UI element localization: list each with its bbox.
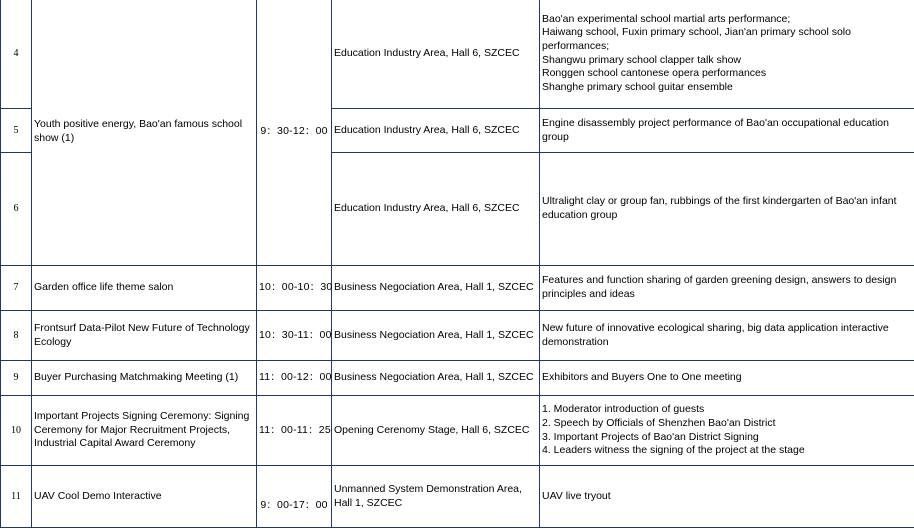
- time-cell: 10：30-11：00: [257, 311, 332, 361]
- activity-cell: Frontsurf Data-Pilot New Future of Technology Ecology: [32, 311, 257, 361]
- table-row: [1, 466, 914, 528]
- table-row: [1, 0, 914, 109]
- location-cell: Education Industry Area, Hall 6, SZCEC: [332, 0, 540, 109]
- row-number: 5: [1, 109, 32, 153]
- table-row: [1, 311, 914, 361]
- row-number: 8: [1, 311, 32, 361]
- content-cell: Engine disassembly project performance of Bao'an occupational education group: [540, 109, 914, 153]
- row-number: 4: [1, 0, 32, 109]
- table-row: [1, 361, 914, 396]
- location-cell: Business Negociation Area, Hall 1, SZCEC: [332, 311, 540, 361]
- content-cell: New future of innovative ecological sharing, big data application interactive demonstration: [540, 311, 914, 361]
- location-cell: Education Industry Area, Hall 6, SZCEC: [332, 153, 540, 266]
- activity-cell: Important Projects Signing Ceremony: Signing Ceremony for Major Recruitment Projects, Industrial Capital Award Ceremony: [32, 396, 257, 466]
- location-cell: Unmanned System Demonstration Area, Hall 1, SZCEC: [332, 466, 540, 528]
- time-cell: 9：30-12：00: [257, 0, 332, 266]
- row-number: 9: [1, 361, 32, 396]
- time-cell: 11：00-12：00: [257, 361, 332, 396]
- location-cell: Business Negociation Area, Hall 1, SZCEC: [332, 266, 540, 311]
- location-cell: Education Industry Area, Hall 6, SZCEC: [332, 109, 540, 153]
- content-cell: UAV live tryout: [540, 466, 914, 528]
- time-cell: 10：00-10：30: [257, 266, 332, 311]
- row-number: 7: [1, 266, 32, 311]
- content-cell: 1. Moderator introduction of guests 2. Speech by Officials of Shenzhen Bao'an District 3. Important Projects of Bao'an District Signing 4. Leaders witness the signing of the project at the stage: [540, 396, 914, 466]
- location-cell: Opening Cerenomy Stage, Hall 6, SZCEC: [332, 396, 540, 466]
- time-cell: 9：00-17：00: [257, 466, 332, 528]
- content-cell: Features and function sharing of garden greening design, answers to design principles and ideas: [540, 266, 914, 311]
- time-cell: 11：00-11：25: [257, 396, 332, 466]
- row-number: 6: [1, 153, 32, 266]
- activity-cell: Youth positive energy, Bao'an famous school show (1): [32, 0, 257, 266]
- table-row: [1, 396, 914, 466]
- content-cell: Ultralight clay or group fan, rubbings of the first kindergarten of Bao'an infant education group: [540, 153, 914, 266]
- activity-cell: Buyer Purchasing Matchmaking Meeting (1): [32, 361, 257, 396]
- activity-cell: UAV Cool Demo Interactive: [32, 466, 257, 528]
- row-number: 11: [1, 466, 32, 528]
- table-row: [1, 266, 914, 311]
- location-cell: Business Negociation Area, Hall 1, SZCEC: [332, 361, 540, 396]
- activity-cell: Garden office life theme salon: [32, 266, 257, 311]
- content-cell: Bao'an experimental school martial arts performance; Haiwang school, Fuxin primary school, Jian'an primary school solo performances; Shangwu primary school clapper talk show Ronggen school cantonese opera performances Shanghe primary school guitar ensemble: [540, 0, 914, 109]
- content-cell: Exhibitors and Buyers One to One meeting: [540, 361, 914, 396]
- row-number: 10: [1, 396, 32, 466]
